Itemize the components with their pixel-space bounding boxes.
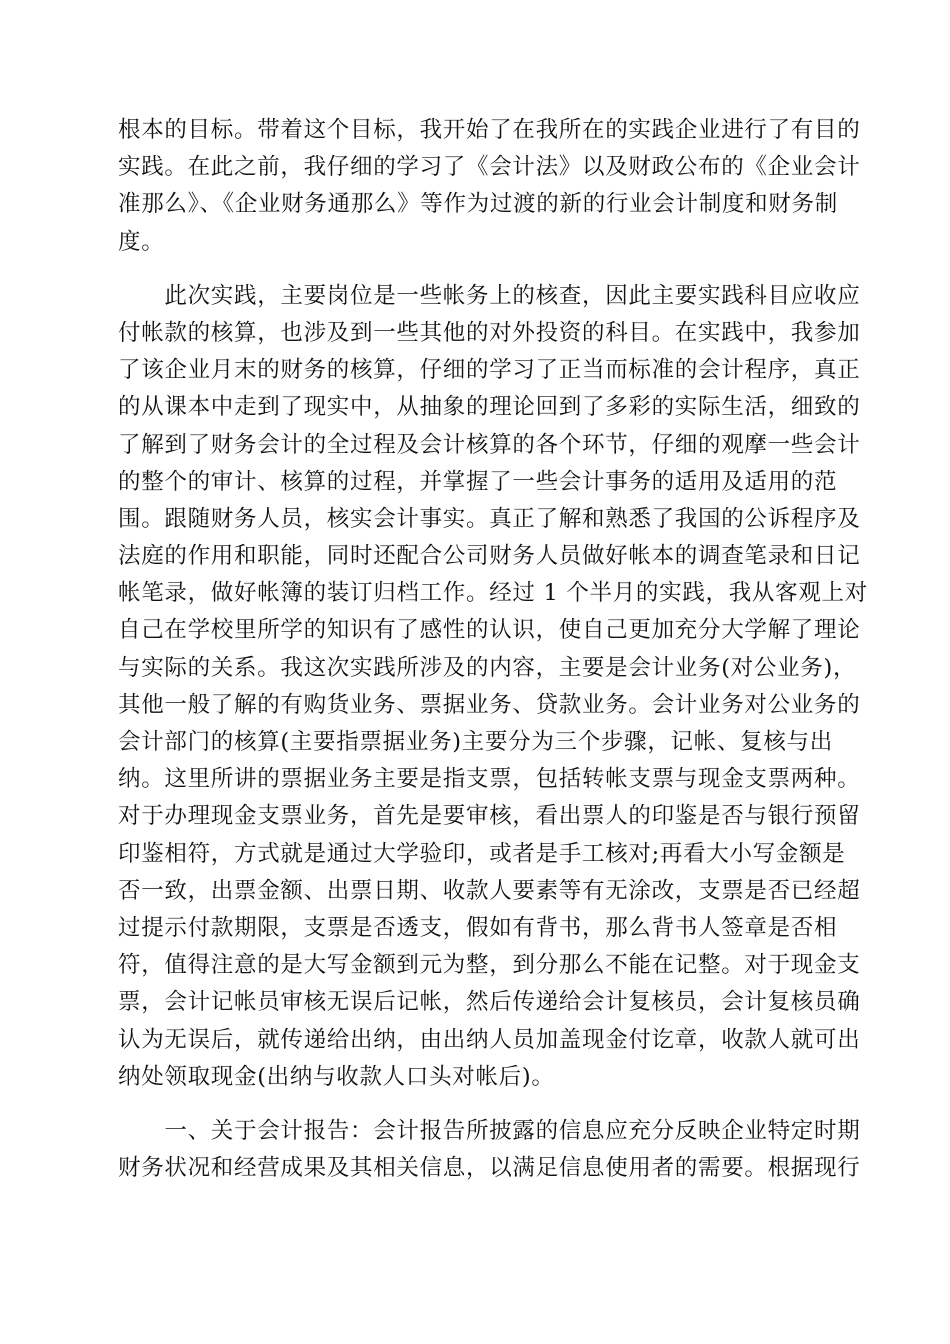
text-line: 根本的目标。带着这个目标，我开始了在我所在的实践企业进行了有目的 [118,117,861,143]
text-line: 纳处领取现金(出纳与收款人口头对帐后)。 [118,1063,555,1090]
text-line: 印鉴相符，方式就是通过大学验印，或者是手工核对;再看大小写金额是 [118,840,846,867]
text-line: 度。 [118,228,165,255]
text-line: 了该企业月末的财务的核算，仔细的学习了正当而标准的会计程序，真正 [118,357,861,384]
text-line: 过提示付款期限，支票是否透支，假如有背书，那么背书人签章是否相 [118,914,838,941]
text-line: 纳。这里所讲的票据业务主要是指支票，包括转帐支票与现金支票两种。 [118,766,861,793]
paragraph-1 [118,112,861,261]
text-line: 实践。在此之前，我仔细的学习了《会计法》以及财政公布的《企业会计 [118,154,861,181]
text-line: 自己在学校里所学的知识有了感性的认识，使自己更加充分大学解了理论 [118,617,861,644]
text-line: 付帐款的核算，也涉及到一些其他的对外投资的科目。在实践中，我参加 [118,319,861,346]
text-line: 了解到了财务会计的全过程及会计核算的各个环节，仔细的观摩一些会计 [118,431,861,458]
text-line: 准那么》、《企业财务通那么》等作为过渡的新的行业会计制度和财务制 [118,191,838,218]
text-line: 其他一般了解的有购货业务、票据业务、贷款业务。会计业务对公业务的 [118,691,861,718]
text-line: 财务状况和经营成果及其相关信息，以满足信息使用者的需要。根据现行 [118,1155,861,1182]
text-line: 与实际的关系。我这次实践所涉及的内容，主要是会计业务(对公业务)， [118,654,857,681]
text-line: 一、关于会计报告：会计报告所披露的信息应充分反映企业特定时期 [118,1117,861,1144]
text-line: 符，值得注意的是大写金额到元为整，到分那么不能在记整。对于现金支 [118,952,861,979]
text-line: 对于办理现金支票业务，首先是要审核，看出票人的印鉴是否与银行预留 [118,803,861,830]
text-line: 帐笔录，做好帐簿的装订归档工作。经过 1 个半月的实践，我从客观上对 [118,580,868,607]
text-line: 围。跟随财务人员，核实会计事实。真正了解和熟悉了我国的公诉程序及 [118,505,861,532]
text-line: 认为无误后，就传递给出纳，由出纳人员加盖现金付讫章，收款人就可出 [118,1026,861,1053]
paragraph-3 [118,1113,861,1187]
text-line: 否一致，出票金额、出票日期、收款人要素等有无涂改，支票是否已经超 [118,877,861,904]
text-line: 票，会计记帐员审核无误后记帐，然后传递给会计复核员，会计复核员确 [118,989,861,1016]
text-line: 的整个的审计、核算的过程，并掌握了一些会计事务的适用及适用的范 [118,468,838,495]
text-line: 的从课本中走到了现实中，从抽象的理论回到了多彩的实际生活，细致的 [118,394,861,421]
text-line: 法庭的作用和职能，同时还配合公司财务人员做好帐本的调查笔录和日记 [118,543,861,570]
text-line: 会计部门的核算(主要指票据业务)主要分为三个步骤，记帐、复核与出 [118,729,833,755]
paragraph-2 [118,278,868,1096]
text-line: 此次实践，主要岗位是一些帐务上的核查，因此主要实践科目应收应 [118,282,861,309]
document-body [118,112,868,1187]
